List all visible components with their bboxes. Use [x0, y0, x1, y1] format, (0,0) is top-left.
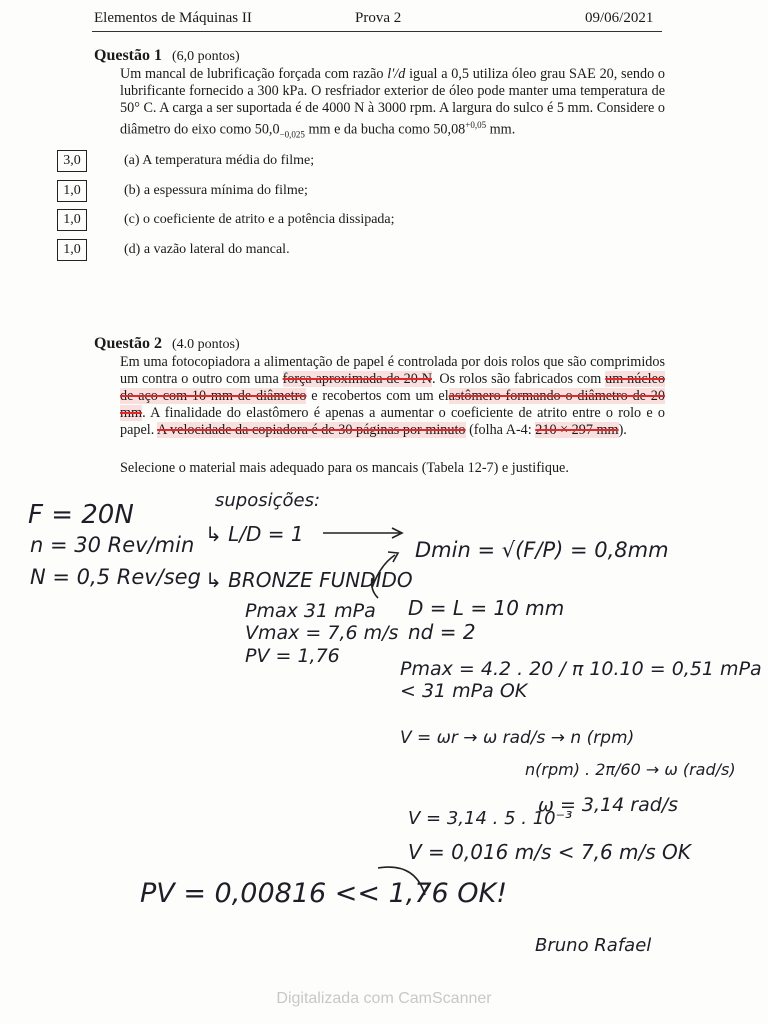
hw-omega: ω = 3,14 rad/s: [538, 794, 679, 816]
hw-pmax-calc: Pmax = 4.2 . 20 / π 10.10 = 0,51 mPa < 31 mPa OK: [400, 658, 762, 702]
q1-ratio: l′/d: [387, 66, 406, 82]
q1-points: (6,0 pontos): [172, 49, 240, 64]
hw-rotation-sec: N = 0,5 Rev/seg: [30, 565, 201, 589]
highlight-speed: A velocidade da copiadora é de 30 páginas por minuto: [157, 422, 466, 438]
q2-points: (4.0 pontos): [172, 337, 240, 352]
question-2-task: Selecione o material mais adequado para os mancais (Tabela 12-7) e justifique.: [120, 460, 569, 476]
exam-name: Prova 2: [355, 10, 402, 26]
highlight-core: um núcleo de aço com 10 mm de diâmetro: [120, 371, 665, 404]
score-box-c: 1,0: [57, 209, 87, 231]
q1-text-c: mm e da bucha como 50,08: [308, 121, 466, 138]
course-name: Elementos de Máquinas II: [94, 10, 252, 26]
q1-shaft-tolerance: −0,025: [279, 129, 305, 140]
q2-text-4: . A finalidade do elastômero é apenas a aumentar o coeficiente de atrito entre o rolo e o papel.: [120, 405, 665, 438]
q2-title-text: Questão 2: [94, 335, 162, 352]
item-d: (d) a vazão lateral do mancal.: [124, 242, 290, 257]
hw-nd: nd = 2: [408, 620, 476, 644]
hw-pv-table: PV = 1,76: [245, 645, 340, 667]
highlight-elastomer: astômero formando o diâmetro de 20 mm: [120, 388, 665, 421]
hw-dmin: Dmin = √(F/P) = 0,8mm: [415, 538, 669, 562]
camscanner-watermark: Digitalizada com CamScanner: [276, 990, 492, 1007]
hw-ld-ratio: ↳ L/D = 1: [205, 522, 304, 546]
item-a: (a) A temperatura média do filme;: [124, 153, 315, 168]
hw-material: ↳ BRONZE FUNDIDO: [205, 568, 413, 592]
q2-text-2: . Os rolos são fabricados com: [431, 371, 606, 387]
hw-velocity-1: V = ωr → ω rad/s → n (rpm): [400, 728, 635, 748]
q2-text-1: Em uma fotocopiadora a alimentação de papel é controlada por dois rolos que são comprimidos um contra o outro com uma: [120, 354, 665, 387]
q1-text-d: mm.: [489, 121, 516, 138]
q2-text-6: ).: [618, 422, 627, 438]
score-box-a: 3,0: [57, 150, 87, 172]
hw-dl: D = L = 10 mm: [408, 596, 565, 620]
q1-bushing-tolerance: +0,05: [465, 120, 487, 130]
hw-vmax-table: Vmax = 7,6 m/s: [245, 622, 399, 644]
item-c: (c) o coeficiente de atrito e a potência dissipada;: [124, 212, 395, 227]
score-box-b: 1,0: [57, 180, 87, 202]
hw-velocity-3: V = 3,14 . 5 . 10⁻³: [408, 808, 573, 829]
hw-pv-result: PV = 0,00816 << 1,76 OK!: [140, 878, 508, 909]
hw-velocity-2: n(rpm) . 2π/60 → ω (rad/s): [525, 760, 736, 779]
hw-assumptions: suposições:: [215, 490, 321, 511]
hw-pmax-table: Pmax 31 mPa: [245, 600, 376, 622]
score-box-d: 1,0: [57, 239, 87, 261]
highlight-sheet: 210 × 297 mm: [535, 422, 619, 438]
hw-rotation: n = 30 Rev/min: [30, 533, 195, 557]
q1-text-b: igual a 0,5 utiliza óleo grau SAE 20, sendo o lubrificante fornecido a 300 kPa. O resfriador exterior de óleo pode manter uma temperatura de 50° C. A carga a ser suportada é de 4000 N à 3000 rpm. A largura do sulco é 5 mm. Considere o diâmetro do eixo como 50,0: [120, 66, 665, 138]
highlight-force: força aproximada de 20 N: [282, 371, 432, 387]
exam-date: 09/06/2021: [585, 10, 654, 26]
q2-text-3: e recobertos com um el: [306, 388, 449, 404]
q1-text-a: Um mancal de lubrificação forçada com razão: [120, 66, 384, 82]
signature: Bruno Rafael: [535, 935, 652, 956]
q1-title-text: Questão 1: [94, 47, 162, 64]
hw-force: F = 20N: [28, 500, 134, 530]
q2-text-5: (folha A-4:: [465, 422, 536, 438]
hw-velocity-result: V = 0,016 m/s < 7,6 m/s OK: [408, 840, 691, 864]
item-b: (b) a espessura mínima do filme;: [124, 183, 308, 198]
